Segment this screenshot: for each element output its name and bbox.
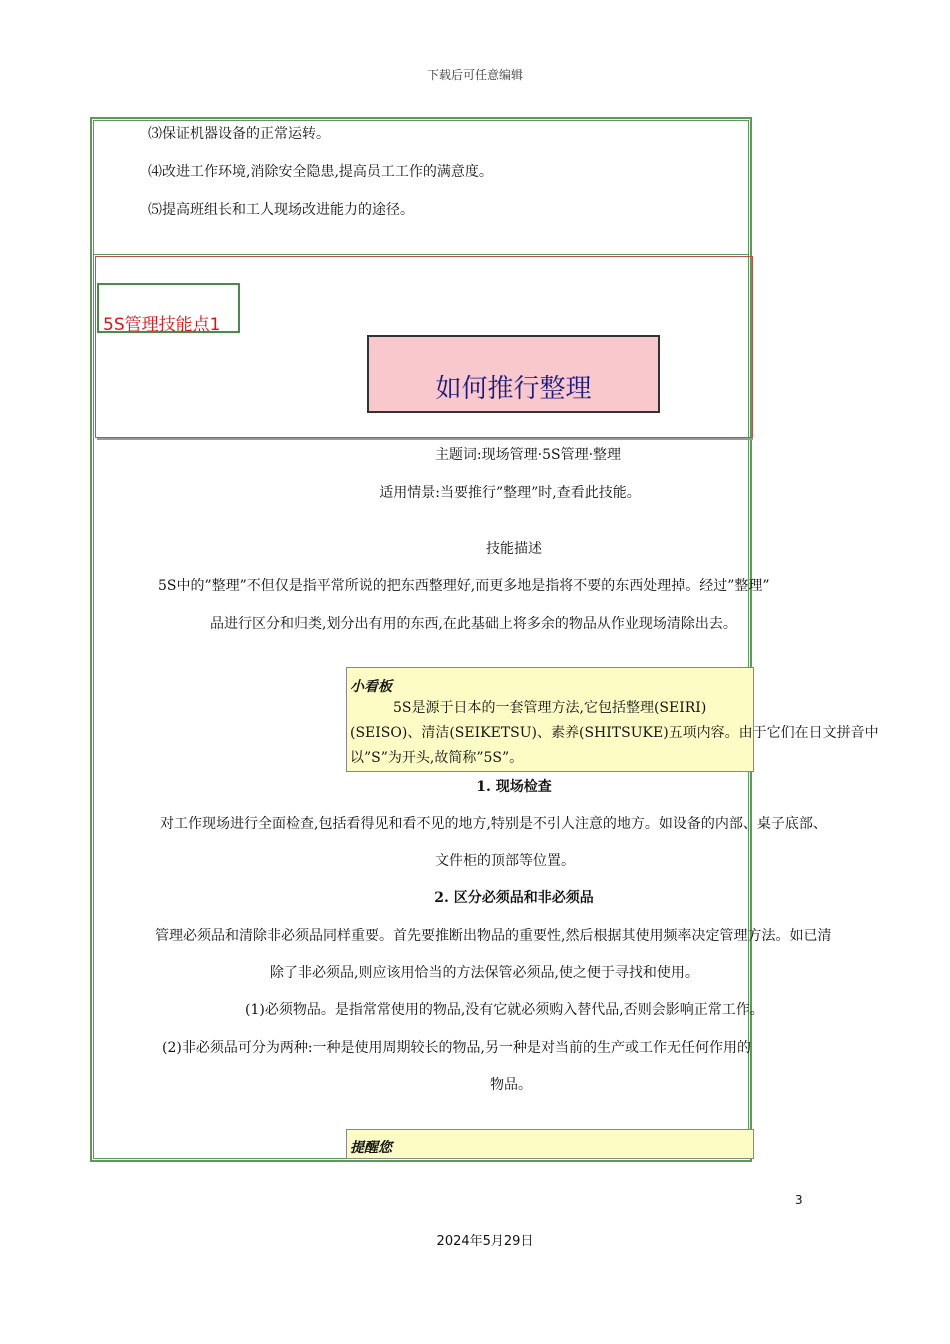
note-line: 以”S”为开头,故简称”5S”。 xyxy=(350,750,524,766)
remind-box xyxy=(346,1129,754,1159)
section-heading: 技能描述 xyxy=(486,541,542,557)
step-heading: 1. 现场检查 xyxy=(476,779,552,795)
paragraph-line: (1)必须物品。是指常常使用的物品,没有它就必须购入替代品,否则会影响正常工作。 xyxy=(245,1002,764,1018)
divider xyxy=(93,254,749,255)
paragraph-line: 文件柜的顶部等位置。 xyxy=(435,853,575,869)
list-item: ⑸提高班组长和工人现场改进能力的途径。 xyxy=(148,202,414,218)
step-heading: 2. 区分必须品和非必须品 xyxy=(434,890,594,906)
paragraph-line: 品进行区分和归类,划分出有用的东西,在此基础上将多余的物品从作业现场清除出去。 xyxy=(210,616,737,632)
list-item: ⑷改进工作环境,消除安全隐患,提高员工工作的满意度。 xyxy=(148,164,493,180)
remind-title: 提醒您 xyxy=(350,1140,392,1156)
skill-label: 5S管理技能点1 xyxy=(103,315,221,335)
page-title: 如何推行整理 xyxy=(435,374,592,404)
paragraph-line: 除了非必须品,则应该用恰当的方法保管必须品,使之便于寻找和使用。 xyxy=(270,965,699,981)
footer-date: 2024年5月29日 xyxy=(436,1234,534,1249)
page-number: 3 xyxy=(795,1193,803,1207)
paragraph-line: 管理必须品和清除非必须品同样重要。首先要推断出物品的重要性,然后根据其使用频率决定管理方法。如已清 xyxy=(155,928,832,944)
paragraph-line: 5S中的”整理”不但仅是指平常所说的把东西整理好,而更多地是指将不要的东西处理掉。经过”整理” xyxy=(158,578,770,594)
list-item: ⑶保证机器设备的正常运转。 xyxy=(148,126,330,142)
divider xyxy=(97,438,753,440)
page-header: 下载后可任意编辑 xyxy=(426,68,523,82)
paragraph-line: (2)非必须品可分为两种:一种是使用周期较长的物品,另一种是对当前的生产或工作无任何作用的 xyxy=(162,1040,751,1056)
scenario: 适用情景:当要推行”整理”时,查看此技能。 xyxy=(379,485,641,501)
note-line: 5S是源于日本的一套管理方法,它包括整理(SEIRI) xyxy=(393,700,707,716)
keywords: 主题词:现场管理·5S管理·整理 xyxy=(434,447,622,463)
note-line: (SEISO)、清洁(SEIKETSU)、素养(SHITSUKE)五项内容。由于它们在日文拼音中 xyxy=(350,725,879,741)
paragraph-line: 物品。 xyxy=(490,1077,532,1093)
paragraph-line: 对工作现场进行全面检查,包括看得见和看不见的地方,特别是不引人注意的地方。如设备的内部、桌子底部、 xyxy=(160,816,827,832)
note-title: 小看板 xyxy=(350,679,392,695)
